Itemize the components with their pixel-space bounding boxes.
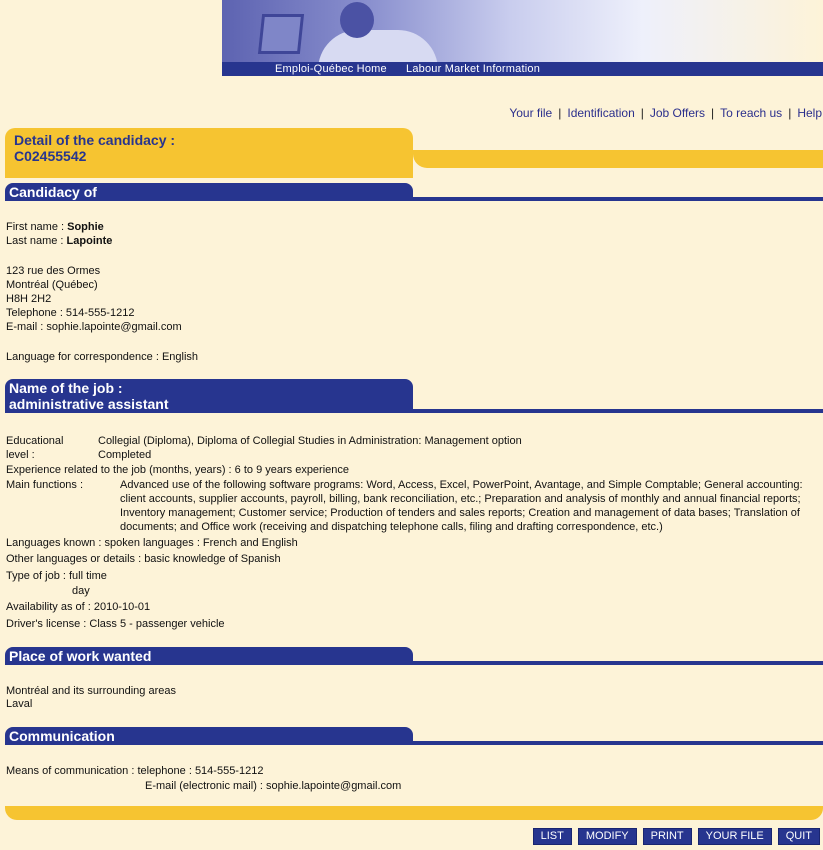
place-line-1: Montréal and its surrounding areas xyxy=(6,685,176,697)
address-line-2: Montréal (Québec) xyxy=(6,279,98,291)
job-schedule: day xyxy=(72,585,90,597)
link-identification[interactable]: Identification xyxy=(567,106,635,120)
top-links: Your file | Identification | Job Offers | To reach us | Help xyxy=(509,106,822,120)
email: E-mail : sophie.lapointe@gmail.com xyxy=(6,321,182,333)
last-name-row: Last name : Lapointe xyxy=(6,235,113,247)
title-bar-extension xyxy=(413,150,823,168)
main-functions-value: Advanced use of the following software programs: Word, Access, Excel, PowerPoint, Avantage, and Simple Comptable; General accounting: client accounts, supplier accounts, payroll, billing, bank reconciliation, etc.; Preparation and analysis of monthly and annual financial reports; Inventory management; Customer service; Production of tenders and sales reports; Creation and management of data bases; Translation of documents; and Office work (receiving and dispatching telephone calls, filing and drafting correspondence, etc.) xyxy=(120,479,803,533)
list-button[interactable]: LIST xyxy=(533,828,572,845)
nav-emploi-quebec-home[interactable]: Emploi-Québec Home xyxy=(275,63,387,75)
modify-button[interactable]: MODIFY xyxy=(578,828,637,845)
link-to-reach-us[interactable]: To reach us xyxy=(720,106,783,120)
education-value: Collegial (Diploma), Diploma of Collegial Studies in Administration: Management option Completed xyxy=(98,435,522,461)
main-functions-label: Main functions : xyxy=(6,479,84,491)
postal-code: H8H 2H2 xyxy=(6,293,52,305)
drivers-license: Driver's license : Class 5 - passenger vehicle xyxy=(6,618,225,630)
place-line-2: Laval xyxy=(6,698,33,710)
page-title: Detail of the candidacy : C02455542 xyxy=(14,132,176,164)
your-file-button[interactable]: YOUR FILE xyxy=(698,828,772,845)
section-rule xyxy=(413,741,823,745)
person-head-graphic xyxy=(340,2,374,38)
job-title: administrative assistant xyxy=(9,396,169,412)
banner-nav xyxy=(222,62,823,76)
languages-known: Languages known : spoken languages : French and English xyxy=(6,537,298,549)
job-type: Type of job : full time xyxy=(6,570,107,582)
action-buttons xyxy=(527,826,820,845)
section-rule xyxy=(413,197,823,201)
section-header-job: Name of the job : administrative assistant xyxy=(5,379,413,413)
section-header-candidacy: Candidacy of xyxy=(5,183,413,201)
person-graphic xyxy=(318,30,438,62)
computer-monitor-graphic xyxy=(258,14,304,54)
experience: Experience related to the job (months, years) : 6 to 9 years experience xyxy=(6,464,350,476)
first-name-value: Sophie xyxy=(67,221,104,233)
banner-photo xyxy=(222,0,823,62)
telephone: Telephone : 514-555-1212 xyxy=(6,307,135,319)
candidacy-number: C02455542 xyxy=(14,148,87,164)
other-languages: Other languages or details : basic knowledge of Spanish xyxy=(6,553,281,565)
education-label: Educational level : xyxy=(6,435,64,461)
quit-button[interactable]: QUIT xyxy=(778,828,820,845)
section-header-place: Place of work wanted xyxy=(5,647,413,665)
last-name-value: Lapointe xyxy=(66,235,113,247)
print-button[interactable]: PRINT xyxy=(643,828,692,845)
first-name-row: First name : Sophie xyxy=(6,221,104,233)
section-rule xyxy=(413,661,823,665)
header-banner xyxy=(222,0,823,76)
correspondence-language: Language for correspondence : English xyxy=(6,351,199,363)
link-job-offers[interactable]: Job Offers xyxy=(649,106,706,120)
availability: Availability as of : 2010-10-01 xyxy=(6,601,151,613)
link-your-file[interactable]: Your file xyxy=(509,106,553,120)
link-help[interactable]: Help xyxy=(797,106,822,120)
communication-email: E-mail (electronic mail) : sophie.lapointe@gmail.com xyxy=(145,780,402,792)
footer-bar xyxy=(5,806,823,820)
section-rule xyxy=(413,409,823,413)
section-header-communication: Communication xyxy=(5,727,413,745)
address-line-1: 123 rue des Ormes xyxy=(6,265,101,277)
nav-labour-market-information[interactable]: Labour Market Information xyxy=(406,63,541,75)
communication-phone: Means of communication : telephone : 514-555-1212 xyxy=(6,765,264,777)
